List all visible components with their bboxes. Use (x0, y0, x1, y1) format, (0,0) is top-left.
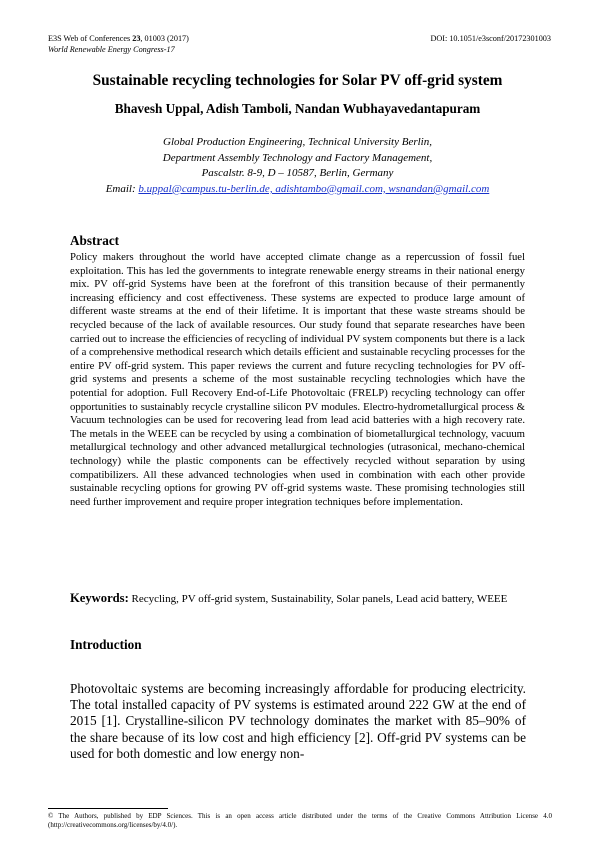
abstract-text: Policy makers throughout the world have accepted climate change as a repercussion of fossil fuel exploitation. This has led the governments to integrate renewable energy streams in their national energy mix. PV off-grid Systems have been at the forefront of this transition because of their permanently increasing efficiency and cost effectiveness. These systems are expected to produce large amount of different waste streams at the end of their lifetime. It is important that these waste streams should be recycled because of the lack of available resources. Our study found that separate researches have been carried out to increase the efficiencies of recycling of individual PV system components but there is a lack of a comprehensive methodical research which details efficient and sustainable recycling processes for the entire PV off-grid system. This paper reviews the current and future recycling technologies for PV off-grid systems and presents a scheme of the most sustainable recycling technologies which have the potential for adoption. Full Recovery End-of-Life Photovoltaic (FRELP) recycling technology can offer opportunities to sustainably recycle crystalline silicon PV modules. Electro-hydrometallurgical process & Vacuum technologies can be used for recovering lead from lead acid batteries with a high recovery rate. The metals in the WEEE can be recycled by using a combination of biometallurgical technology, vacuum metallurgical technology and other advanced metallurgical technologies (utrasonical, mechano-chemical technology) while the plastic components can be effectively recycled without separation by using compatibilizers. All these advanced technologies when used in combination with each other provide sustainable recycling options for growing PV off-grid systems waste. These promising technologies still need further improvement and require proper integration techniques before implementation. (70, 251, 525, 508)
keywords-label: Keywords: (70, 591, 129, 605)
abstract-heading: Abstract (70, 233, 120, 248)
conference-name: World Renewable Energy Congress-17 (48, 45, 175, 54)
license-footer: © The Authors, published by EDP Sciences. This is an open access article distributed under the terms of the Creative Commons Attribution License 4.0 (http://creativecommons.org/licenses/by/4.0/). (48, 812, 552, 829)
journal-suffix: , 01003 (2017) (140, 34, 189, 43)
author-list: Bhavesh Uppal, Adish Tamboli, Nandan Wubhayavedantapuram (114, 101, 481, 116)
introduction-heading: Introduction (70, 637, 142, 652)
keywords (70, 591, 526, 607)
journal-citation (48, 34, 189, 43)
affiliation (0, 135, 595, 197)
introduction-text: Photovoltaic systems are becoming increasingly affordable for producing electricity. The total installed capacity of PV systems is estimated around 222 GW at the end of 2015 [1]. Crystalline-silicon PV technology dominates the market with 85–90% of the share because of its low cost and high efficiency [2]. Off-grid PV systems can be used for both domestic and low energy non- (70, 681, 526, 761)
email-label: Email: (105, 182, 139, 195)
affiliation-line-2: Department Assembly Technology and Factory Management, (162, 151, 433, 164)
footer-rule (48, 808, 168, 809)
keywords-text: Recycling, PV off-grid system, Sustainability, Solar panels, Lead acid battery, WEEE (128, 593, 508, 605)
email-line (0, 182, 595, 198)
paper-title: Sustainable recycling technologies for Solar PV off-grid system (92, 72, 503, 89)
journal-prefix: E3S Web of Conferences (48, 34, 133, 43)
email-links[interactable]: b.uppal@campus.tu-berlin.de, adishtambo@gmail.com, wsnandan@gmail.com (138, 182, 490, 195)
doi[interactable]: DOI: 10.1051/e3sconf/20172301003 (430, 34, 551, 43)
affiliation-line-1: Global Production Engineering, Technical University Berlin, (163, 136, 432, 148)
journal-volume: 23 (132, 34, 141, 43)
affiliation-line-3: Pascalstr. 8-9, D – 10587, Berlin, Germany (201, 167, 394, 180)
